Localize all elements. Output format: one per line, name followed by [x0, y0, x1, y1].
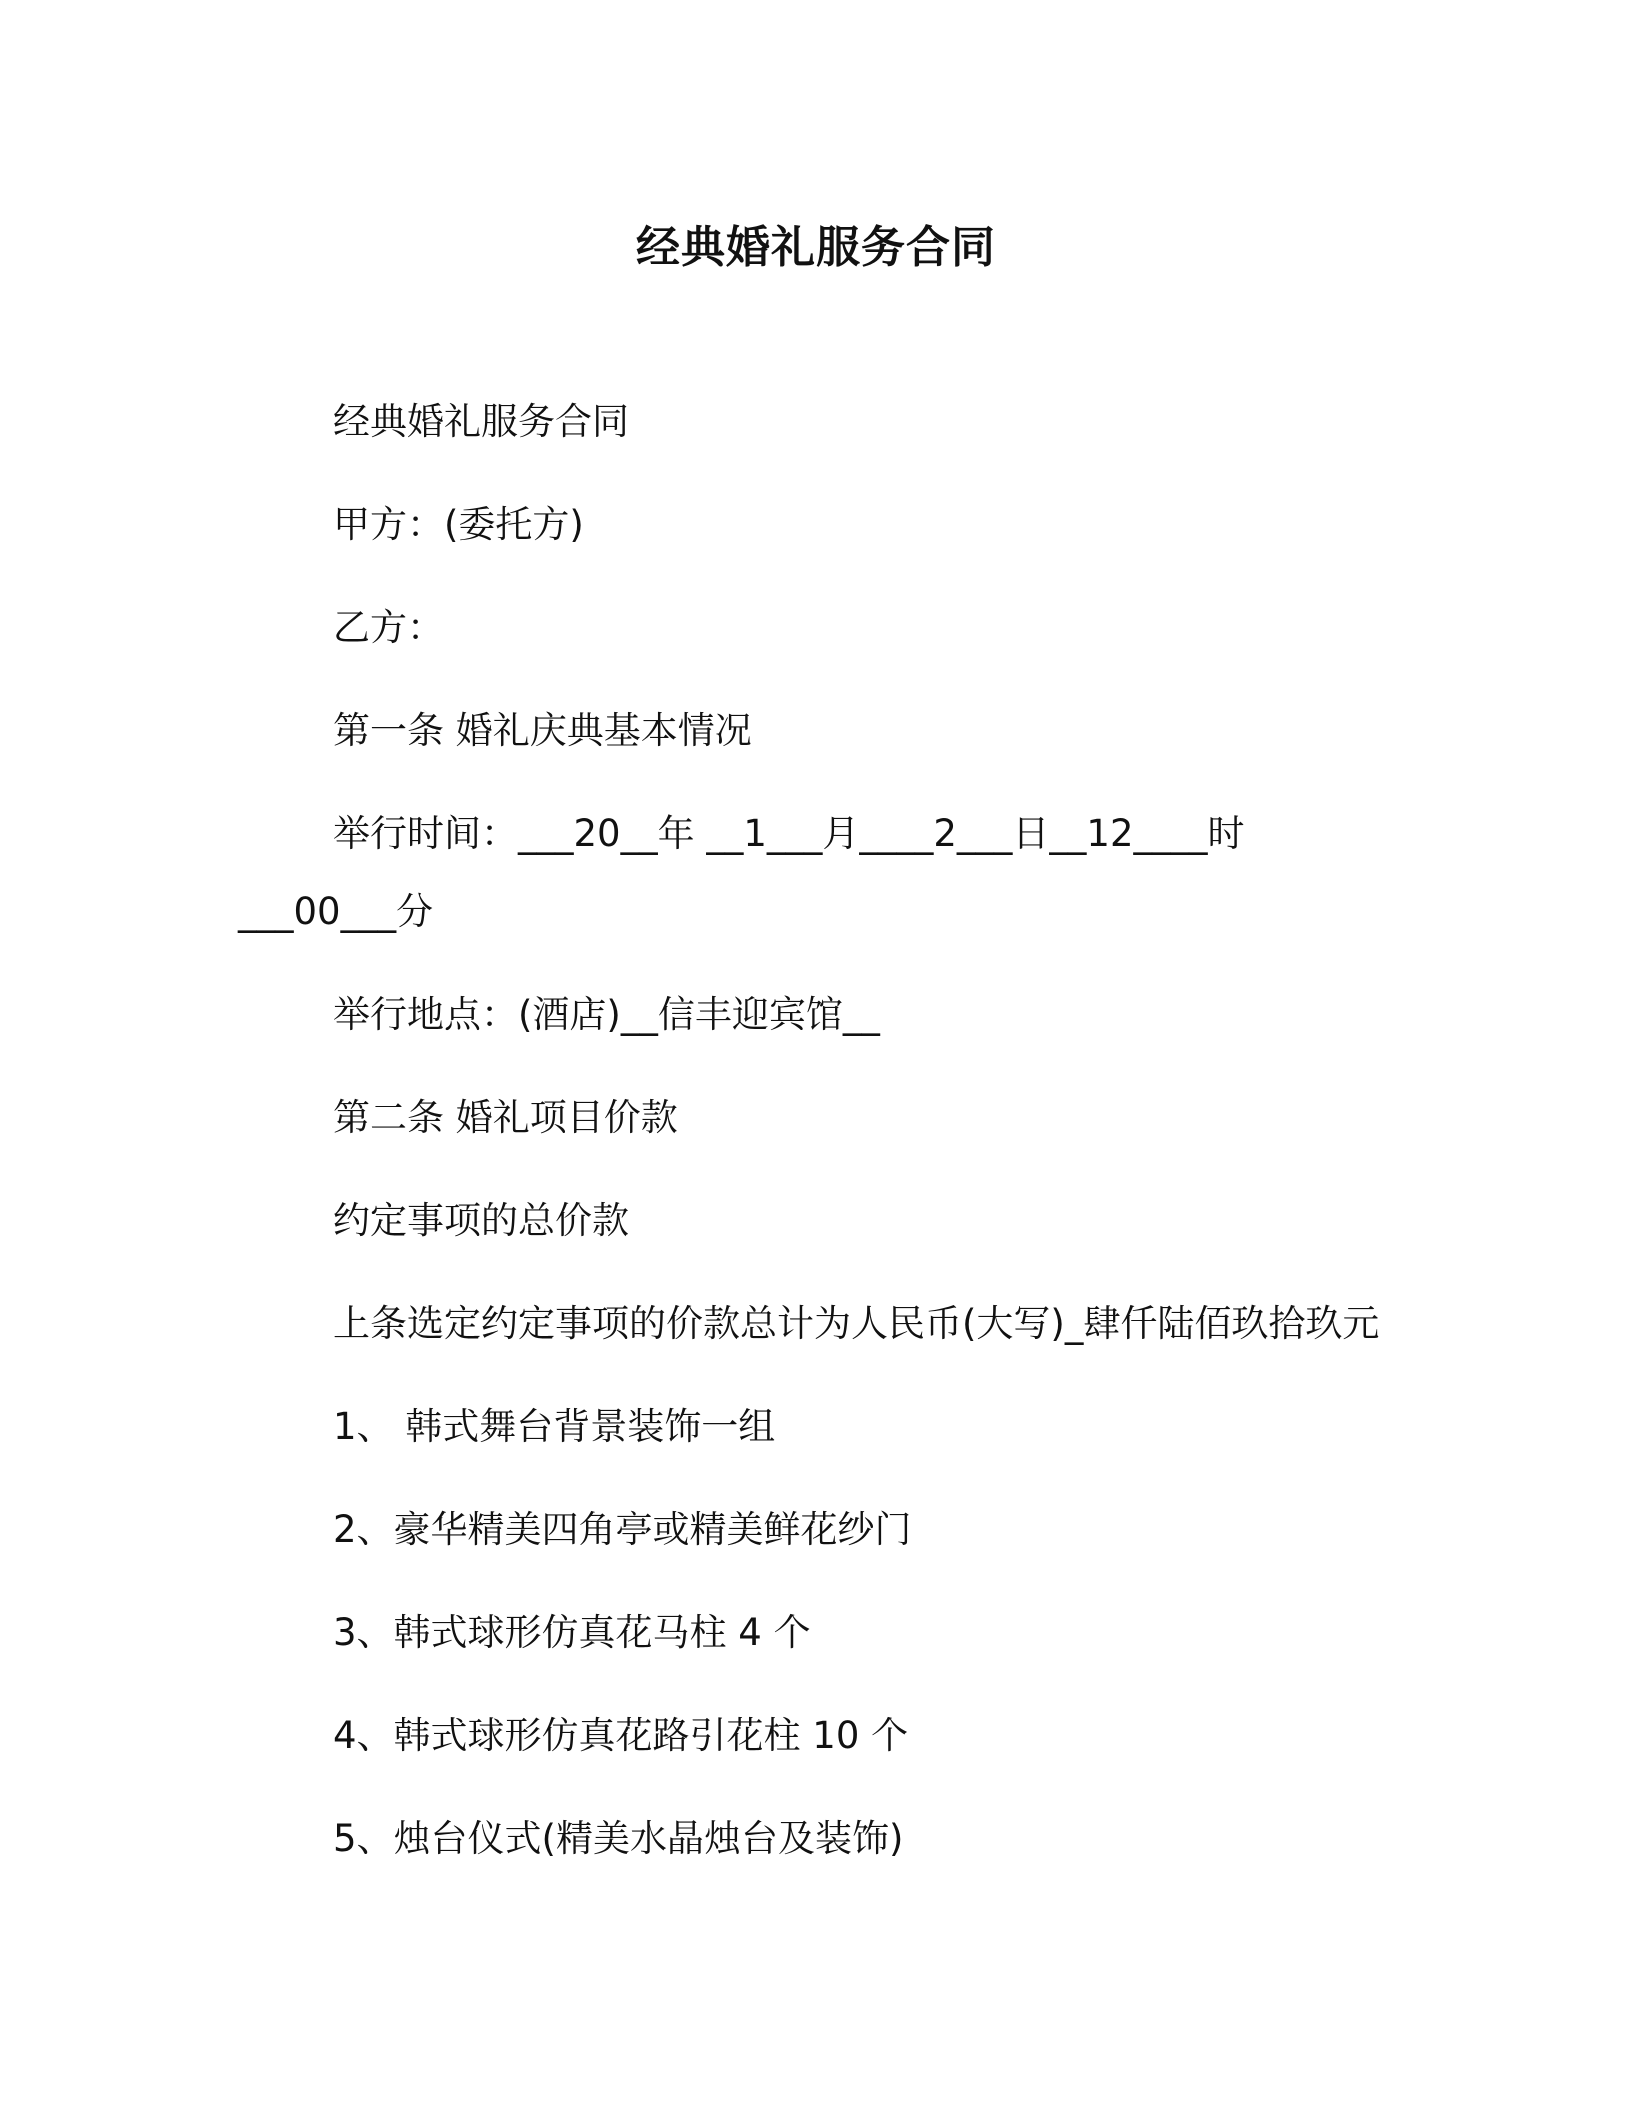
total-price-line: 上条选定约定事项的价款总计为人民币(大写)_肆仟陆佰玖拾玖元: [333, 1302, 1380, 1345]
list-item: 2、豪华精美四角亭或精美鲜花纱门: [333, 1508, 912, 1551]
subtitle-line: 经典婚礼服务合同: [333, 400, 629, 443]
total-price-heading: 约定事项的总价款: [333, 1199, 629, 1242]
document-title: 经典婚礼服务合同: [636, 222, 996, 273]
article-two-heading: 第二条 婚礼项目价款: [333, 1096, 678, 1139]
party-a-line: 甲方：(委托方): [333, 503, 584, 546]
list-item: 1、 韩式舞台背景装饰一组: [333, 1405, 776, 1448]
party-b-line: 乙方：: [333, 606, 444, 649]
list-item: 4、韩式球形仿真花路引花柱 10 个: [333, 1714, 909, 1757]
ceremony-time-continued: ___00___分: [238, 890, 434, 933]
ceremony-place-line: 举行地点：(酒店)__信丰迎宾馆__: [333, 993, 880, 1036]
article-one-heading: 第一条 婚礼庆典基本情况: [333, 709, 752, 752]
list-item: 3、韩式球形仿真花马柱 4 个: [333, 1611, 811, 1654]
ceremony-time-line: 举行时间：___20__年 __1___月____2___日__12____时: [333, 812, 1245, 855]
list-item: 5、烛台仪式(精美水晶烛台及装饰): [333, 1817, 904, 1860]
